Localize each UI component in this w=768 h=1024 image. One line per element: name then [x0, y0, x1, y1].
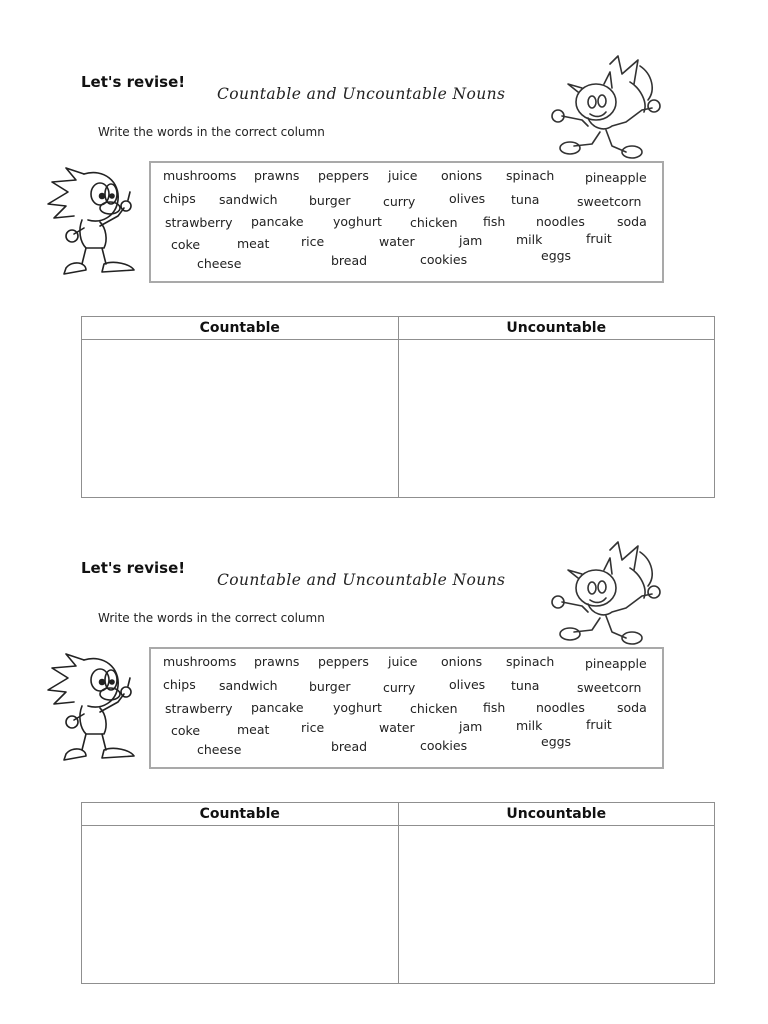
word-bank-item: noodles — [536, 700, 585, 715]
word-bank-item: jam — [459, 719, 483, 734]
heading: Let's revise! — [81, 73, 186, 91]
word-bank-item: strawberry — [165, 701, 233, 716]
word-bank-item: olives — [449, 677, 486, 692]
word-bank-item: water — [379, 720, 415, 735]
word-bank-item: cookies — [420, 738, 468, 753]
sonic-character-icon — [44, 646, 140, 771]
word-bank-item: spinach — [506, 654, 555, 669]
word-bank-item: peppers — [318, 654, 369, 669]
word-bank-item: pineapple — [585, 656, 647, 671]
word-bank-item: pineapple — [585, 170, 647, 185]
word-bank-item: prawns — [254, 168, 300, 183]
word-bank-item: tuna — [511, 678, 540, 693]
instruction: Write the words in the correct column — [98, 611, 325, 625]
word-bank-item: strawberry — [165, 215, 233, 230]
word-bank-item: sandwich — [219, 192, 278, 207]
worksheet — [0, 0, 768, 500]
word-bank-item: juice — [388, 654, 418, 669]
word-bank-item: juice — [388, 168, 418, 183]
word-bank-item: coke — [171, 723, 201, 738]
word-bank-item: milk — [516, 718, 543, 733]
word-bank-item: pancake — [251, 700, 304, 715]
word-bank-item: mushrooms — [163, 168, 237, 183]
word-bank-item: chips — [163, 677, 196, 692]
uncountable-answer-cell[interactable] — [398, 340, 715, 498]
word-bank — [149, 647, 664, 769]
word-bank-item: sandwich — [219, 678, 278, 693]
word-bank-item: cheese — [197, 742, 242, 757]
word-bank-item: curry — [383, 680, 416, 695]
word-bank-item: fruit — [586, 717, 612, 732]
countable-answer-cell[interactable] — [82, 826, 399, 984]
word-bank-item: mushrooms — [163, 654, 237, 669]
word-bank-item: cookies — [420, 252, 468, 267]
word-bank-item: burger — [309, 193, 351, 208]
word-bank — [149, 161, 664, 283]
word-bank-item: tuna — [511, 192, 540, 207]
word-bank-item: chips — [163, 191, 196, 206]
word-bank-item: chicken — [410, 701, 458, 716]
worksheet-title: Countable and Uncountable Nouns — [217, 85, 506, 103]
word-bank-item: sweetcorn — [577, 680, 642, 695]
countable-column-header: Countable — [82, 803, 399, 826]
word-bank-item: spinach — [506, 168, 555, 183]
word-bank-item: coke — [171, 237, 201, 252]
word-bank-item: onions — [441, 654, 483, 669]
instruction: Write the words in the correct column — [98, 125, 325, 139]
word-bank-item: noodles — [536, 214, 585, 229]
uncountable-column-header: Uncountable — [398, 803, 715, 826]
word-bank-item: eggs — [541, 248, 572, 263]
word-bank-item: fish — [483, 214, 506, 229]
word-bank-item: prawns — [254, 654, 300, 669]
word-bank-item: burger — [309, 679, 351, 694]
worksheet-title: Countable and Uncountable Nouns — [217, 571, 506, 589]
tails-character-icon — [548, 54, 666, 162]
sonic-character-icon — [44, 160, 140, 285]
word-bank-item: rice — [301, 234, 325, 249]
word-bank-item: curry — [383, 194, 416, 209]
word-bank-item: olives — [449, 191, 486, 206]
word-bank-item: bread — [331, 739, 368, 754]
word-bank-item: cheese — [197, 256, 242, 271]
uncountable-column-header: Uncountable — [398, 317, 715, 340]
word-bank-item: onions — [441, 168, 483, 183]
word-bank-item: meat — [237, 722, 270, 737]
word-bank-item: jam — [459, 233, 483, 248]
word-bank-item: soda — [617, 700, 647, 715]
word-bank-item: yoghurt — [333, 700, 382, 715]
heading: Let's revise! — [81, 559, 186, 577]
word-bank-item: rice — [301, 720, 325, 735]
word-bank-item: fruit — [586, 231, 612, 246]
word-bank-item: pancake — [251, 214, 304, 229]
word-bank-item: fish — [483, 700, 506, 715]
word-bank-item: eggs — [541, 734, 572, 749]
uncountable-answer-cell[interactable] — [398, 826, 715, 984]
word-bank-item: peppers — [318, 168, 369, 183]
sorting-table — [81, 802, 715, 984]
word-bank-item: sweetcorn — [577, 194, 642, 209]
countable-answer-cell[interactable] — [82, 340, 399, 498]
tails-character-icon — [548, 540, 666, 648]
word-bank-item: yoghurt — [333, 214, 382, 229]
worksheet — [0, 486, 768, 986]
word-bank-item: water — [379, 234, 415, 249]
countable-column-header: Countable — [82, 317, 399, 340]
word-bank-item: milk — [516, 232, 543, 247]
sorting-table — [81, 316, 715, 498]
word-bank-item: soda — [617, 214, 647, 229]
word-bank-item: bread — [331, 253, 368, 268]
word-bank-item: meat — [237, 236, 270, 251]
word-bank-item: chicken — [410, 215, 458, 230]
